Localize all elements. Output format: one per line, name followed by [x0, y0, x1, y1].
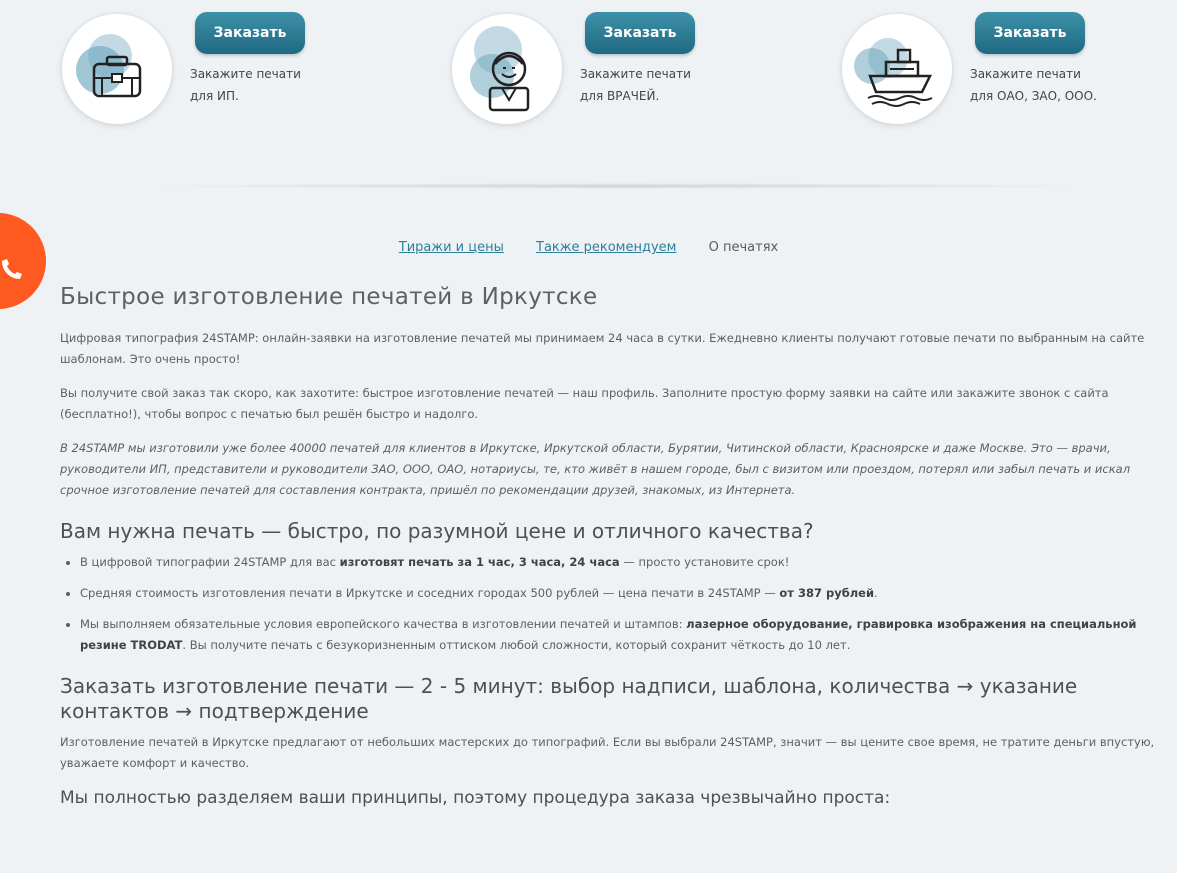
- section-divider: [130, 183, 1110, 189]
- ship-icon: [842, 14, 952, 124]
- phone-icon: [0, 257, 24, 281]
- doctor-icon: [452, 14, 562, 124]
- tab-about-stamps[interactable]: О печатях: [708, 240, 779, 255]
- paragraph-workshops: Изготовление печатей в Иркутске предлагают от небольших мастерских до типографий. Если вы выбрали 24STAMP, значит — вы цените свое время, не тратите деньги впустую, уважаете комфорт и качество.: [60, 735, 1155, 770]
- order-button-doctors[interactable]: Заказать: [585, 12, 695, 54]
- section-heading-need: Вам нужна печать — быстро, по разумной цене и отличного качества?: [60, 519, 814, 543]
- order-card-companies: [842, 0, 1142, 140]
- card-description: Закажите печати для ВРАЧЕЙ.: [580, 67, 691, 103]
- paragraph-clients: В 24STAMP мы изготовили уже более 40000 печатей для клиентов в Иркутске, Иркутской области, Бурятии, Читинской области, Красноярске и даже Москве. Это — врачи, руководители ИП, представители и руководители ЗАО, ООО, ОАО, нотариусы, те, кто живёт в нашем городе, был с визитом или проездом, потерял или забыл печать и искал срочное изготовление печатей для составления контракта, пришёл по рекомендации друзей, знакомых, из Интернета.: [60, 441, 1131, 497]
- section-subheading: Мы полностью разделяем ваши принципы, поэтому процедура заказа чрезвычайно проста:: [60, 788, 891, 808]
- briefcase-icon: [62, 14, 172, 124]
- benefits-list: [60, 552, 1177, 656]
- order-card-doctors: [452, 0, 752, 140]
- order-button-ip[interactable]: Заказать: [195, 12, 305, 54]
- card-description: Закажите печати для ИП.: [190, 67, 301, 103]
- callback-button[interactable]: [0, 213, 46, 309]
- list-item: • Средняя стоимость изготовления печати в Иркутске и соседних городах 500 рублей — цена печати в 24STAMP — от 387 рублей.: [80, 583, 1177, 604]
- page-title: Быстрое изготовление печатей в Иркутске: [60, 284, 598, 310]
- card-description: Закажите печати для ОАО, ЗАО, ООО.: [970, 67, 1097, 103]
- order-button-companies[interactable]: Заказать: [975, 12, 1085, 54]
- order-card-ip: [62, 0, 362, 140]
- order-cards: [0, 0, 1177, 140]
- paragraph-intro: Цифровая типография 24STAMP: онлайн-заявки на изготовление печатей мы принимаем 24 часа в сутки. Ежедневно клиенты получают готовые печати по выбранным на сайте шаблонам. Это очень просто!: [60, 331, 1145, 366]
- content-tabs: [0, 240, 1177, 255]
- list-item: • В цифровой типографии 24STAMP для вас изготовят печать за 1 час, 3 часа, 24 часа — просто установите срок!: [80, 552, 1177, 573]
- tab-prices[interactable]: Тиражи и цены: [398, 240, 504, 255]
- section-heading-order: Заказать изготовление печати — 2 - 5 минут: выбор надписи, шаблона, количества → указание контактов → подтверждение: [60, 674, 1078, 723]
- article: [60, 284, 1177, 808]
- paragraph-order: Вы получите свой заказ так скоро, как захотите: быстрое изготовление печатей — наш профиль. Заполните простую форму заявки на сайте или закажите звонок с сайта (бесплатно!), чтобы вопрос с печатью был решён быстро и надолго.: [60, 386, 1109, 421]
- tab-recommend[interactable]: Также рекомендуем: [536, 240, 677, 255]
- list-item: • Мы выполняем обязательные условия европейского качества в изготовлении печатей и штампов: лазерное оборудование, гравировка изображения на специальной резине TRODAT. Вы получите печать с безукоризненным оттиском любой сложности, который сохранит чёткость до 10 лет.: [80, 614, 1177, 656]
